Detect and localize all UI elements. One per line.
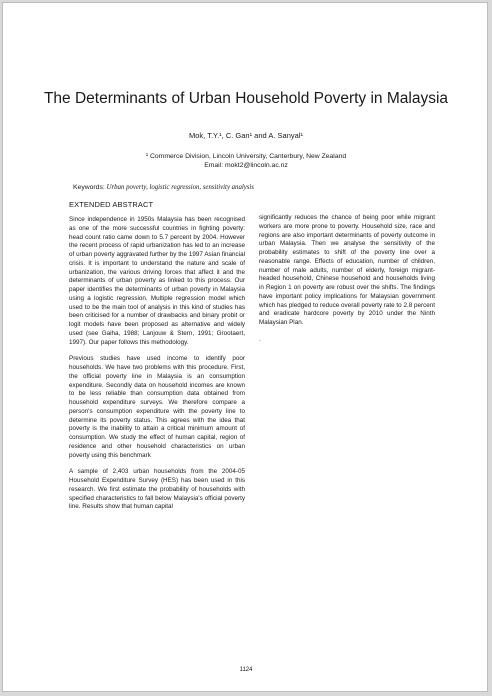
body-paragraph: A sample of 2,403 urban households from the 2004-05 Household Expenditure Survey (HES) has been used in this research. We first estimate the probability of households with specified characteristics to fall below Malaysia's official poverty line. Results show that human capital <box>69 468 245 511</box>
paper-title: The Determinants of Urban Household Poverty in Malaysia <box>43 90 449 107</box>
author-list: Mok, T.Y.¹, C. Gan¹ and A. Sanyal¹ <box>189 131 303 140</box>
paper-page <box>2 2 488 692</box>
contact-email: Email: mokt2@lincoln.ac.nz <box>204 162 288 169</box>
keywords-line <box>73 183 433 192</box>
keywords-values: Urban poverty, logistic regression, sensitivity analysis <box>106 184 254 191</box>
trailing-mark: . <box>259 335 261 343</box>
body-paragraph: Previous studies have used income to identify poor households. We have two problems with this procedure. First, the official poverty line in Malaysia is an consumption expenditure. Secondly data on household incomes are known to be less reliable than consumption data obtained from household expenditure surveys. We therefore compare a person's consumption expenditure with the poverty line to determine its poverty status. This agrees with the idea that poverty is the inability to attain a critical minimum amount of consumption. We study the effect of human capital, region of residence and other household characteristics on urban poverty using this benchmark <box>69 355 245 459</box>
keywords-label: Keywords: <box>73 184 105 191</box>
body-paragraph: Since independence in 1950s Malaysia has been recognised as one of the more successful countries in fighting poverty: head count ratio came down to 5.7 percent by 2004. However the recent process of rapid urbanization has led to an increase of urban poverty aggravated further by the 1997 Asian financial crisis. It is important to understand the nature and scale of urbanization, the various driving forces that affect it and the determinants of urban poverty as linked to this process. Our paper identifies the determinants of urban poverty in Malaysia using a logistic regression. Multiple regression model which used to be the main tool of analysis in this kind of studies has been criticised for a number of drawbacks and binary probit or logit models have been proposed as alternative and widely used (see Gaiha, 1988; Lanjouw & Stern, 1991; Grootaert, 1997). Our paper follows this methodology. <box>69 216 245 346</box>
left-column <box>69 200 245 520</box>
section-heading: EXTENDED ABSTRACT <box>69 200 154 209</box>
right-column <box>259 214 435 344</box>
affiliation-block <box>43 152 449 170</box>
page-number: 1124 <box>239 667 253 673</box>
affiliation: ¹ Commerce Division, Lincoln University, Canterbury, New Zealand <box>145 153 347 160</box>
body-paragraph: significantly reduces the chance of being poor while migrant workers are more prone to poverty. Household size, race and regions are also important determinants of poverty outcome in urban Malaysia. Then we analyse the sensitivity of the probability estimates to shift of the poverty line over a reasonable range. Effects of education, number of children, number of male adults, number of elderly, foreign migrant-headed household, Chinese household and households living in Region 1 on poverty are robust over the shifts. The findings have important policy implications for Malaysian government which has pledged to reduce overall poverty rate to 2.8 percent and eradicate hardcore poverty by 2010 under the Ninth Malaysian Plan. <box>259 214 435 326</box>
